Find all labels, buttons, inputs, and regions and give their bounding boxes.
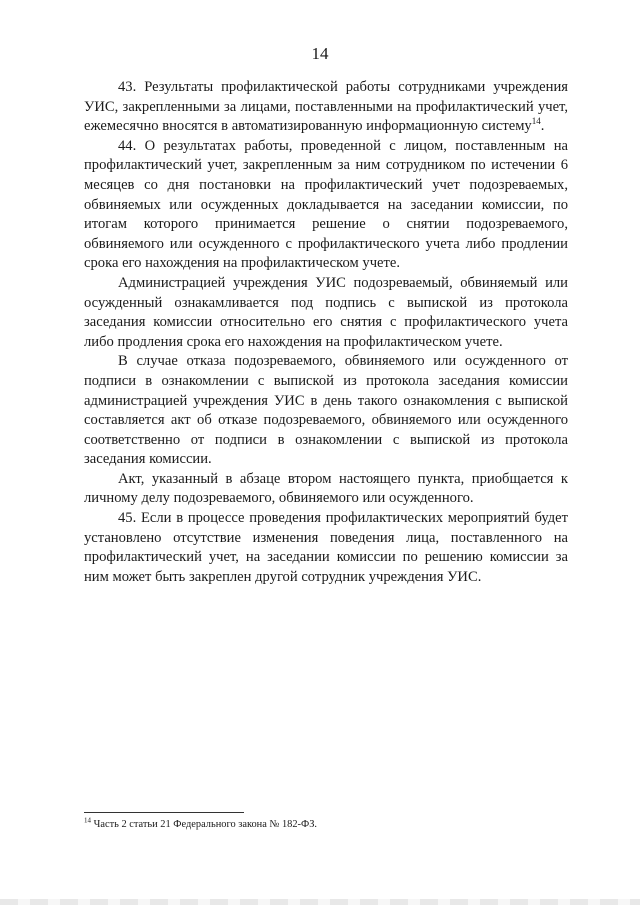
document-body (84, 78, 568, 587)
footnote (84, 818, 568, 831)
paragraph-44: 44. О результатах работы, проведенной с лицом, поставленным на профилактический учет, закрепленным за ним сотрудником по истечении 6 месяцев со дня постановки на профилактический учет подозреваемых, обвиняемых или осужденных докладывается на заседании комиссии, по итогам которого принимается решение о снятии подозреваемого, обвиняемого или осужденного с профилактического учета либо продлении срока его нахождения на профилактическом учете. (84, 137, 568, 272)
footnote-divider (84, 812, 244, 813)
footnote-reference: 14 (531, 116, 541, 127)
paragraph-45: 45. Если в процессе проведения профилактических мероприятий будет установлено отсутствие изменения поведения лица, поставленного на профилактический учет, на заседании комиссии по решению комиссии за ним может быть закреплен другой сотрудник учреждения УИС. (84, 510, 568, 585)
paragraph-end: . (540, 118, 545, 135)
paragraph-43 (84, 78, 568, 137)
paragraph-44-act: Акт, указанный в абзаце втором настоящего пункта, приобщается к личному делу подозреваемого, обвиняемого или осужденного. (84, 470, 568, 507)
page-number: 14 (311, 44, 329, 63)
footnote-marker: 14 (84, 816, 91, 825)
paragraph-44-signature: Администрацией учреждения УИС подозреваемый, обвиняемый или осужденный ознакамливается под подпись с выпиской из протокола заседания комиссии относительно его снятия с профилактического учета либо продления срока его нахождения на профилактическом учете. (84, 274, 568, 350)
scan-edge (0, 899, 640, 905)
paragraph-text: 43. Результаты профилактической работы сотрудниками учреждения УИС, закрепленными за лицами, поставленными на профилактический учет, ежемесячно вносятся в автоматизированную информационную систему (84, 79, 568, 135)
footnote-text: Часть 2 статьи 21 Федерального закона № 182-ФЗ. (91, 819, 318, 830)
paragraph-44-refusal: В случае отказа подозреваемого, обвиняемого или осужденного от подписи в ознакомлении с выпиской из протокола заседания комиссии администрацией учреждения УИС в день такого ознакомления с выпиской составляется акт об отказе подозреваемого, обвиняемого или осужденного соответственно от подписи в ознакомлении с выпиской из протокола заседания комиссии. (84, 353, 568, 468)
